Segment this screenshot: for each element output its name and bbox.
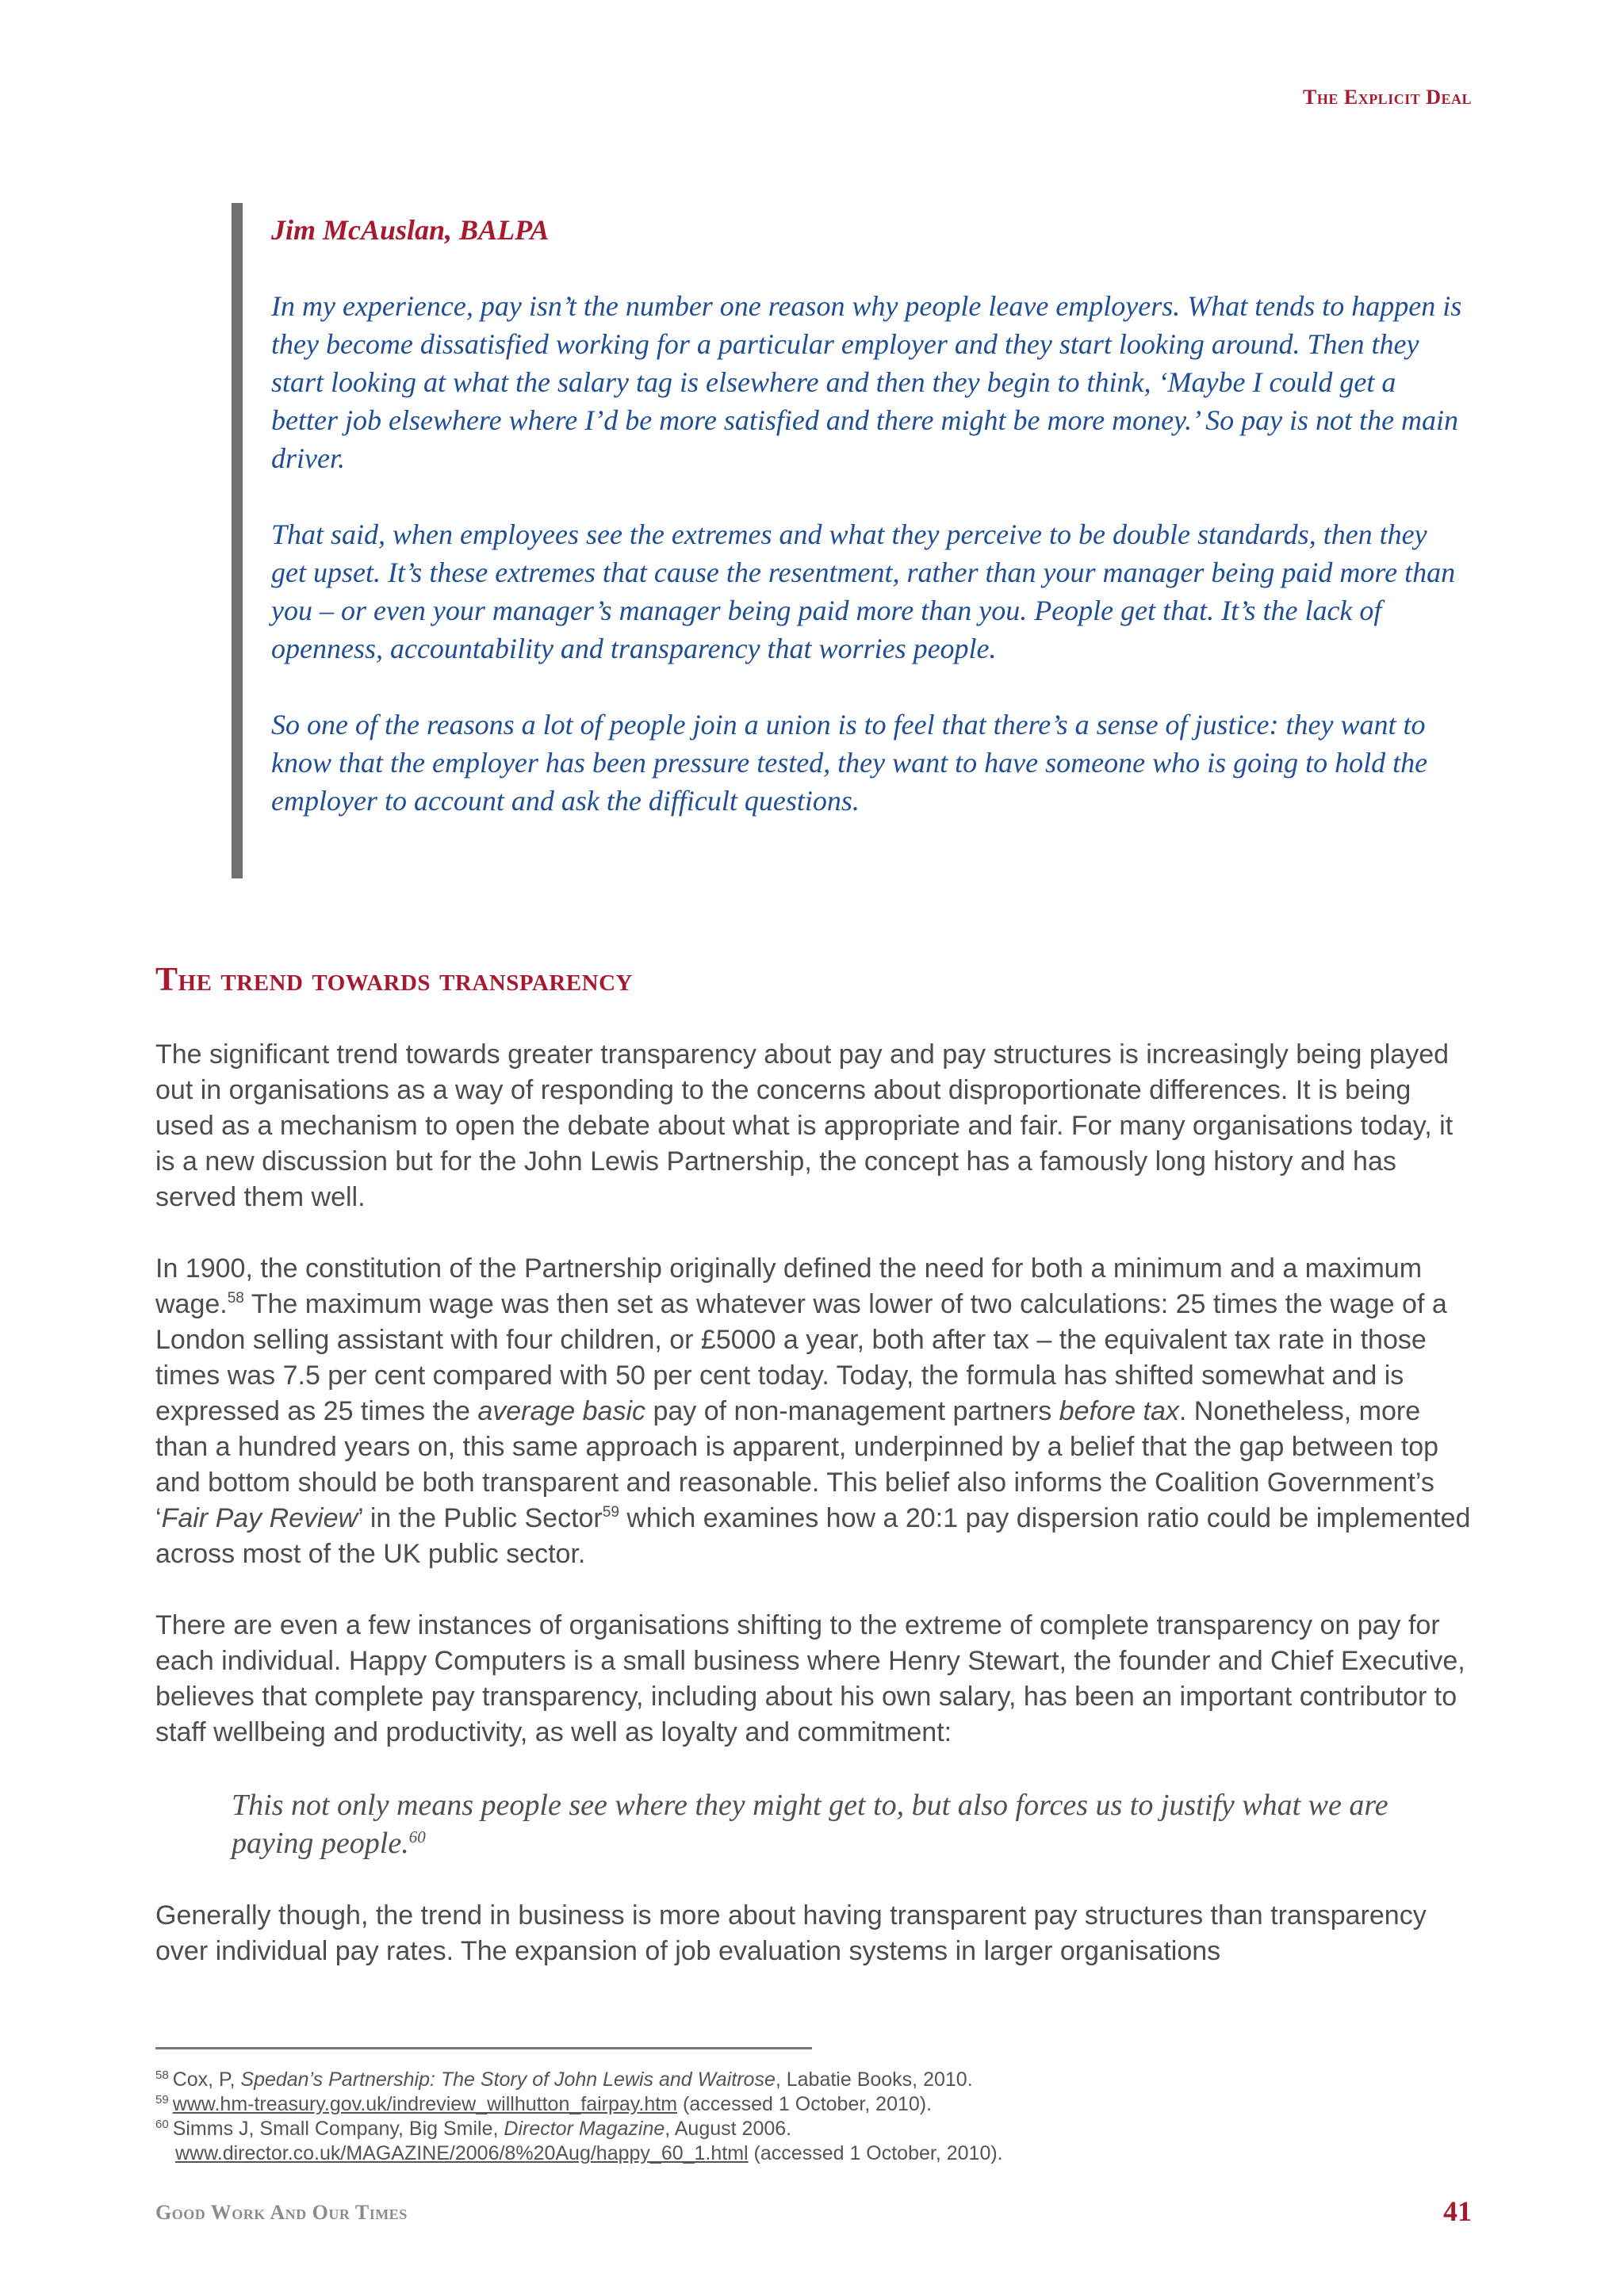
footnotes bbox=[155, 2068, 1472, 2166]
section-heading: The trend towards transparency bbox=[155, 962, 633, 998]
footnote-59: $^{59}$ www.hm-treasury.gov.uk/indreview_willhutton_fairpay.htm (accessed 1 October, 2010). bbox=[155, 2093, 933, 2115]
quote-speaker: Jim McAuslan, BALPA bbox=[271, 214, 550, 246]
body-paragraph: The significant trend towards greater transparency about pay and pay structures is increasingly being played out in organisations as a way of responding to the concerns about disproportionate differences. It is being used as a mechanism to open the debate about what is appropriate and fair. For many organisations today, it is a new discussion but for the John Lewis Partnership, the concept has a famously long history and has served them well. bbox=[155, 1039, 1454, 1212]
footnote-ref: 60 bbox=[408, 1827, 426, 1846]
page-number: 41 bbox=[1443, 2195, 1472, 2227]
footnote-60-link-line: www.director.co.uk/MAGAZINE/2006/8%20Aug/happy_60_1.html (accessed 1 October, 2010). bbox=[175, 2142, 1003, 2164]
inline-quote: This not only means people see where they might get to, but also forces us to justify what we are paying people.$^{60}$ bbox=[232, 1789, 1388, 1860]
footnote-60: $^{60}$ Simms J, Small Company, Big Smile, Director Magazine, August 2006. bbox=[155, 2118, 792, 2140]
footnote-58: $^{58}$ Cox, P, Spedan’s Partnership: The Story of John Lewis and Waitrose, Labatie Books, 2010. bbox=[155, 2068, 973, 2091]
body-paragraph: There are even a few instances of organisations shifting to the extreme of complete transparency on pay for each individual. Happy Computers is a small business where Henry Stewart, the founder and Chief Executive, believes that complete pay transparency, including about his own salary, has been an important contributor to staff wellbeing and productivity, as well as loyalty and commitment: bbox=[155, 1610, 1465, 1747]
quote-paragraph: That said, when employees see the extremes and what they perceive to be double standards, then they get upset. It’s these extremes that cause the resentment, rather than your manager being paid more than you – or even your manager’s manager being paid more than you. People get that. It’s the lack of openness, accountability and transparency that worries people. bbox=[271, 519, 1456, 664]
footnote-ref: 59 bbox=[602, 1504, 619, 1521]
footer-title: Good Work And Our Times bbox=[155, 2201, 408, 2224]
quote-paragraph: In my experience, pay isn’t the number one reason why people leave employers. What tends to happen is they become dissatisfied working for a particular employer and they start looking around. Then they start looking at what the salary tag is elsewhere and then they begin to think, ‘Maybe I could get a better job elsewhere where I’d be more satisfied and there might be more money.’ So pay is not the main driver. bbox=[271, 290, 1462, 474]
body-paragraph: Generally though, the trend in business is more about having transparent pay structures than transparency over individual pay rates. The expansion of job evaluation systems in larger organisations bbox=[155, 1900, 1427, 1966]
footnote-link[interactable]: www.director.co.uk/MAGAZINE/2006/8%20Aug/happy_60_1.html bbox=[175, 2142, 749, 2164]
quote-paragraph: So one of the reasons a lot of people join a union is to feel that there’s a sense of justice: they want to know that the employer has been pressure tested, they want to have someone who is going to hold the employer to account and ask the difficult questions. bbox=[271, 709, 1428, 817]
body-text bbox=[155, 1037, 1472, 2005]
running-header: The Explicit Deal bbox=[1303, 86, 1472, 109]
pull-quote-box bbox=[232, 203, 1469, 878]
body-paragraph: In 1900, the constitution of the Partnership originally defined the need for both a minimum and a maximum wage.$^{58}$ The maximum wage was then set as whatever was lower of two calculations: 25 times the wage of a London selling assistant with four children, or £5000 a year, both after tax – the equivalent tax rate in those times was 7.5 per cent compared with 50 per cent today. Today, the formula has shifted somewhat and is expressed as 25 times the average basic pay of non-management partners before tax. Nonetheless, more than a hundred years on, this same approach is apparent, underpinned by a belief that the gap between top and bottom should be both transparent and reasonable. This belief also informs the Coalition Government’s ‘Fair Pay Review’ in the Public Sector$^{59}$ which examines how a 20:1 pay dispersion ratio could be implemented across most of the UK public sector. bbox=[155, 1253, 1471, 1569]
footnote-divider bbox=[155, 2047, 812, 2049]
footnote-link[interactable]: www.hm-treasury.gov.uk/indreview_willhutton_fairpay.htm bbox=[172, 2093, 678, 2115]
footnote-ref: 58 bbox=[227, 1290, 244, 1307]
